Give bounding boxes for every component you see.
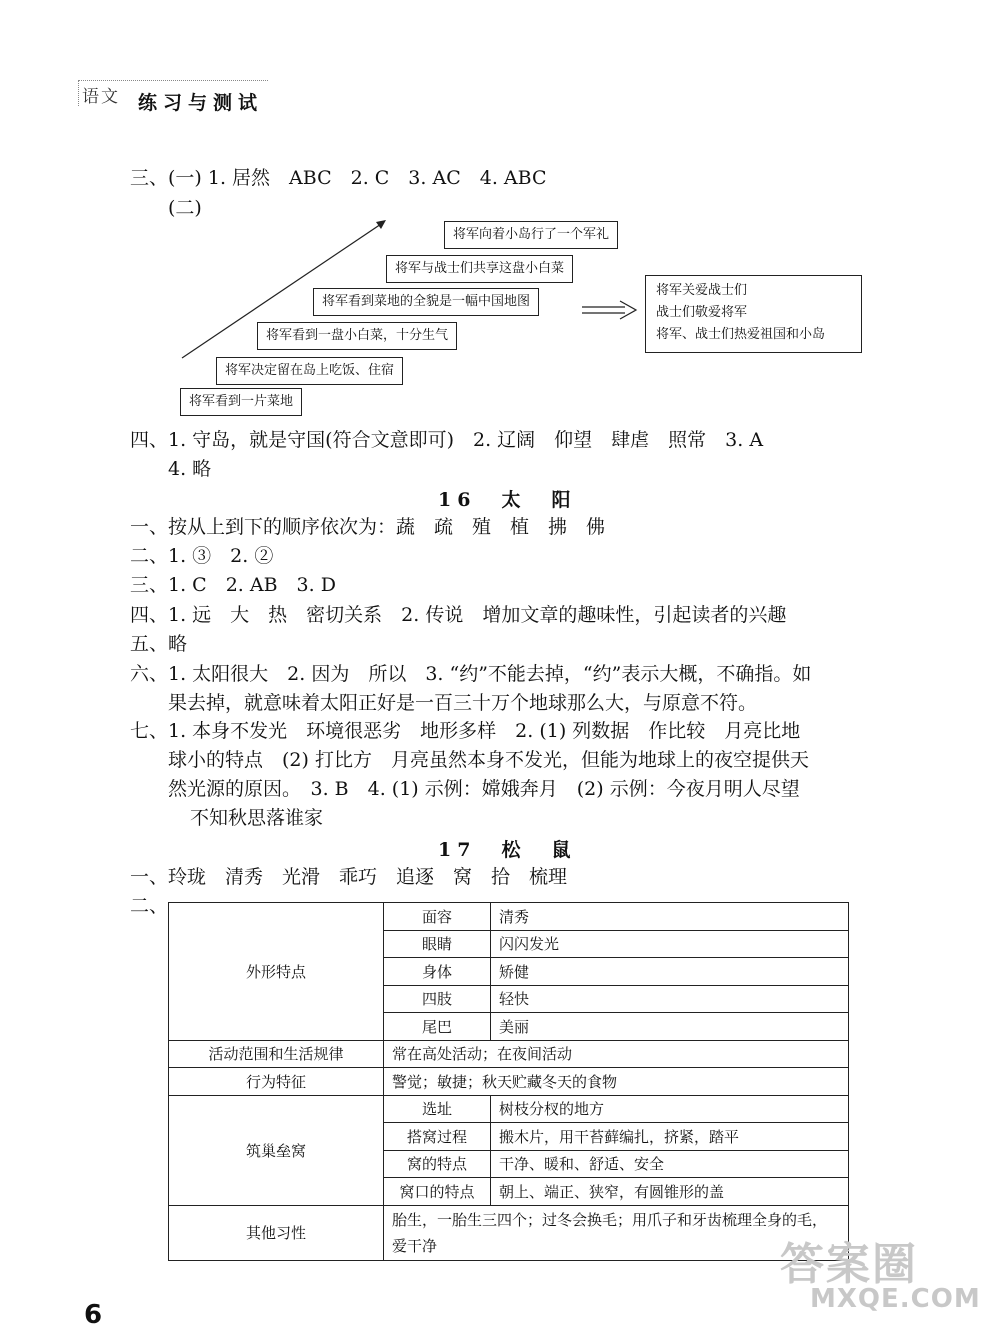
answer-s4-1: 四、1. 守岛，就是守国(符合文意即可) 2. 辽阔 仰望 肆虐 照常 3. A [130,429,764,451]
cell-other-value: 胎生，一胎生三四个；过冬会换毛；用爪子和牙齿梳理全身的毛，爱干净 [384,1205,849,1260]
cell-label: 窝口的特点 [384,1178,491,1206]
cell-value: 树枝分杈的地方 [491,1095,849,1123]
cell-appearance: 外形特点 [169,903,384,1041]
stair-box-2: 将军决定留在岛上吃饭、住宿 [216,357,403,385]
l16-answer-4: 四、1. 远 大 热 密切关系 2. 传说 增加文章的趣味性，引起读者的兴趣 [130,604,787,626]
l16-answer-3: 三、1. C 2. AB 3. D [130,574,336,596]
l16-answer-6b: 果去掉，就意味着太阳正好是一百三十万个地球那么大，与原意不符。 [168,692,758,714]
header-subject: 语文 [82,87,120,107]
result-line-2: 战士们敬爱将军 [656,305,748,320]
cell-activity-value: 常在高处活动；在夜间活动 [384,1040,849,1068]
answer-s3-1: 三、(一) 1. 居然 ABC 2. C 3. AC 4. ABC [130,167,547,189]
cell-label: 选址 [384,1095,491,1123]
cell-other-label: 其他习性 [169,1205,384,1260]
cell-value: 美丽 [491,1013,849,1041]
cell-value: 闪闪发光 [491,930,849,958]
cell-label: 身体 [384,958,491,986]
l16-answer-7c: 然光源的原因。 3. B 4. (1) 示例：嫦娥奔月 (2) 示例：今夜月明人尽望 [168,778,800,800]
lesson-17-title: 17 松 鼠 [438,839,577,861]
table-row [169,903,849,931]
l16-answer-7b: 球小的特点 (2) 打比方 月亮虽然本身不发光，但能为地球上的夜空提供天 [168,749,809,771]
cell-value: 搬木片，用干苔藓编扎，挤紧，踏平 [491,1123,849,1151]
watermark-url: MXQE.COM [810,1284,981,1314]
answer-s3-2: (二) [168,197,202,219]
result-line-1: 将军关爱战士们 [656,283,748,298]
l16-answer-2: 二、1. ③ 2. ② [130,545,274,567]
table-row [169,1068,849,1096]
result-box [645,275,862,353]
cell-value: 朝上、端正、狭窄，有圆锥形的盖 [491,1178,849,1206]
l17-answer-2: 二、 [130,895,169,917]
cell-label: 搭窝过程 [384,1123,491,1151]
header-border [78,80,268,81]
header-border-left [78,80,79,106]
cell-value: 轻快 [491,985,849,1013]
table-row [169,1040,849,1068]
stair-box-6: 将军向着小岛行了一个军礼 [444,221,618,249]
l16-answer-1: 一、按从上到下的顺序依次为：蔬 疏 殖 植 拂 佛 [130,516,606,538]
cell-nest: 筑巢垒窝 [169,1095,384,1205]
stair-box-4: 将军看到菜地的全貌是一幅中国地图 [313,288,539,316]
l16-answer-7d: 不知秋思落谁家 [190,807,324,829]
table-row [169,1205,849,1260]
cell-label: 面容 [384,903,491,931]
diagonal-arrow-head [376,220,386,229]
l16-answer-7a: 七、1. 本身不发光 环境很恶劣 地形多样 2. (1) 列数据 作比较 月亮比地 [130,720,801,742]
lesson-16-title: 16 太 阳 [438,489,577,511]
cell-value: 矫健 [491,958,849,986]
cell-behavior-label: 行为特征 [169,1068,384,1096]
answer-s4-2: 4. 略 [168,458,212,480]
table-row [169,1095,849,1123]
cell-value: 清秀 [491,903,849,931]
l16-answer-6a: 六、1. 太阳很大 2. 因为 所以 3. “约”不能去掉，“约”表示大概，不确指。如 [130,663,812,685]
stair-box-3: 将军看到一盘小白菜，十分生气 [257,322,457,350]
stair-box-5: 将军与战士们共享这盘小白菜 [386,255,573,283]
cell-label: 四肢 [384,985,491,1013]
cell-behavior-value: 警觉；敏捷；秋天贮藏冬天的食物 [384,1068,849,1096]
cell-activity-label: 活动范围和生活规律 [169,1040,384,1068]
l16-answer-5: 五、略 [130,633,188,655]
cell-label: 尾巴 [384,1013,491,1041]
header-title: 练习与测试 [138,92,264,114]
page-number: 6 [84,1300,103,1330]
result-arrow-head [620,301,636,319]
l17-answer-1: 一、玲珑 清秀 光滑 乖巧 追逐 窝 拾 梳理 [130,866,568,888]
watermark-logo: 答案圈 [780,1239,918,1290]
cell-value: 干净、暖和、舒适、安全 [491,1150,849,1178]
stair-box-1: 将军看到一片菜地 [180,388,302,416]
cell-label: 窝的特点 [384,1150,491,1178]
squirrel-table [168,902,849,1261]
cell-label: 眼睛 [384,930,491,958]
result-line-3: 将军、战士们热爱祖国和小岛 [656,327,826,342]
